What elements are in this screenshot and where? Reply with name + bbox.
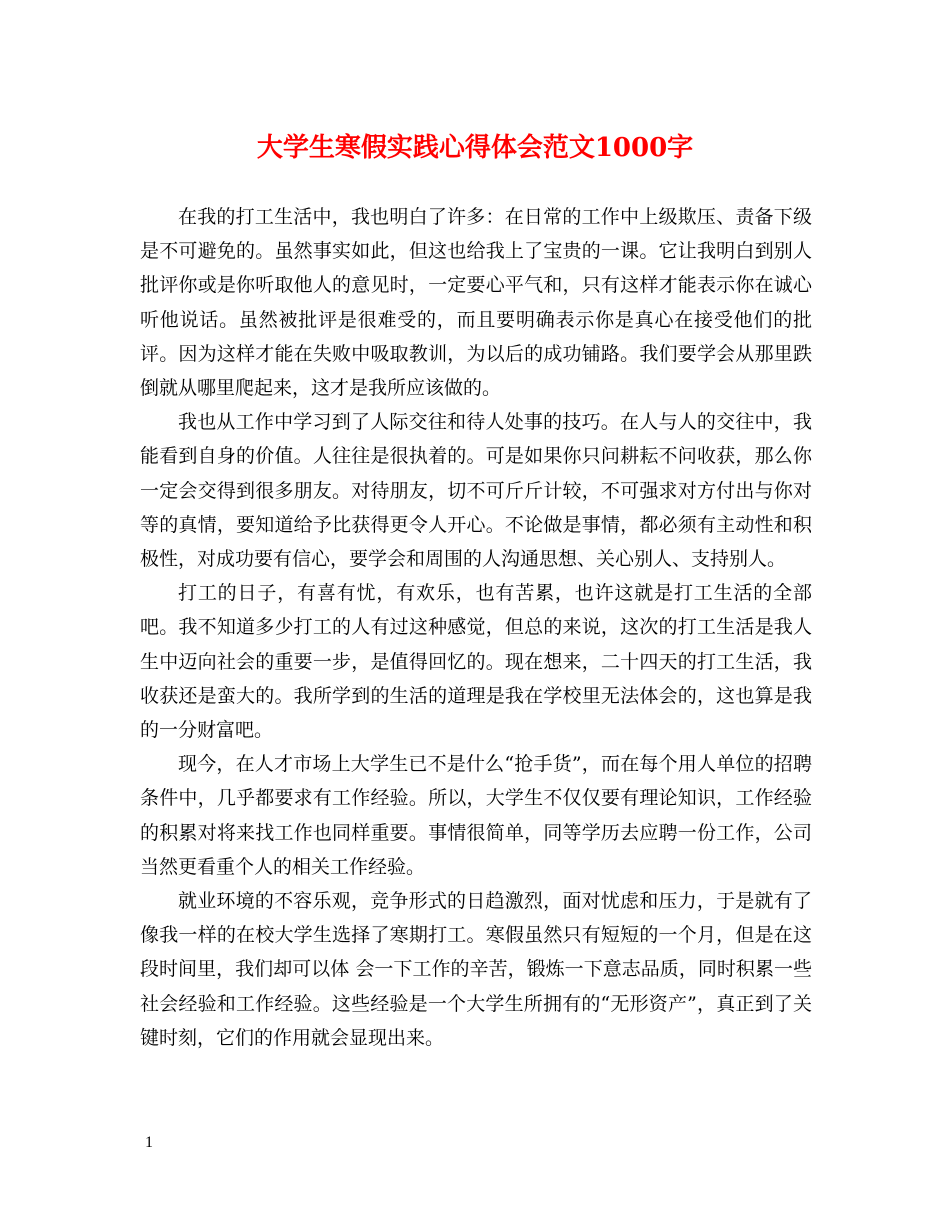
document-title: 大学生寒假实践心得体会范文1000字 xyxy=(256,133,694,163)
paragraph-3: 打工的日子，有喜有忧，有欢乐，也有苦累，也许这就是打工生活的全部吧。我不知道多少打工的人有过这种感觉，但总的来说，这次的打工生活是我人生中迈向社会的重要一步，是值得回忆的。现在想来，二十四天的打工生活，我收获还是蛮大的。我所学到的生活的道理是我在学校里无法体会的，这也算是我的一分财富吧。 xyxy=(140,582,812,742)
document-body xyxy=(140,200,812,1055)
paragraph-2: 我也从工作中学习到了人际交往和待人处事的技巧。在人与人的交往中，我能看到自身的价值。人往往是很执着的。可是如果你只问耕耘不问收获，那么你一定会交得到很多朋友。对待朋友，切不可斤斤计较，不可强求对方付出与你对等的真情，要知道给予比获得更令人开心。不论做是事情，都必须有主动性和积极性，对成功要有信心，要学会和周围的人沟通思想、关心别人、支持别人。 xyxy=(140,411,812,571)
paragraph-4: 现今，在人才市场上大学生已不是什么“抢手货”，而在每个用人单位的招聘条件中，几乎都要求有工作经验。所以，大学生不仅仅要有理论知识，工作经验的积累对将来找工作也同样重要。事情很简单，同等学历去应聘一份工作，公司当然更看重个人的相关工作经验。 xyxy=(140,753,812,878)
paragraph-5: 就业环境的不容乐观，竞争形式的日趋激烈，面对忧虑和压力，于是就有了像我一样的在校大学生选择了寒期打工。寒假虽然只有短短的一个月，但是在这段时间里，我们却可以体 会一下工作的辛苦，锻炼一下意志品质，同时积累一些社会经验和工作经验。这些经验是一个大学生所拥有的“无形资产”，真正到了关键时刻，它们的作用就会显现出来。 xyxy=(140,890,812,1049)
paragraph-1: 在我的打工生活中，我也明白了许多：在日常的工作中上级欺压、责备下级是不可避免的。虽然事实如此，但这也给我上了宝贵的一课。它让我明白到别人批评你或是你听取他人的意见时，一定要心平气和，只有这样才能表示你在诚心听他说话。虽然被批评是很难受的，而且要明确表示你是真心在接受他们的批评。因为这样才能在失败中吸取教训，为以后的成功铺路。我们要学会从那里跌倒就从哪里爬起来，这才是我所应该做的。 xyxy=(140,206,812,400)
page-number: 1 xyxy=(145,1134,153,1151)
